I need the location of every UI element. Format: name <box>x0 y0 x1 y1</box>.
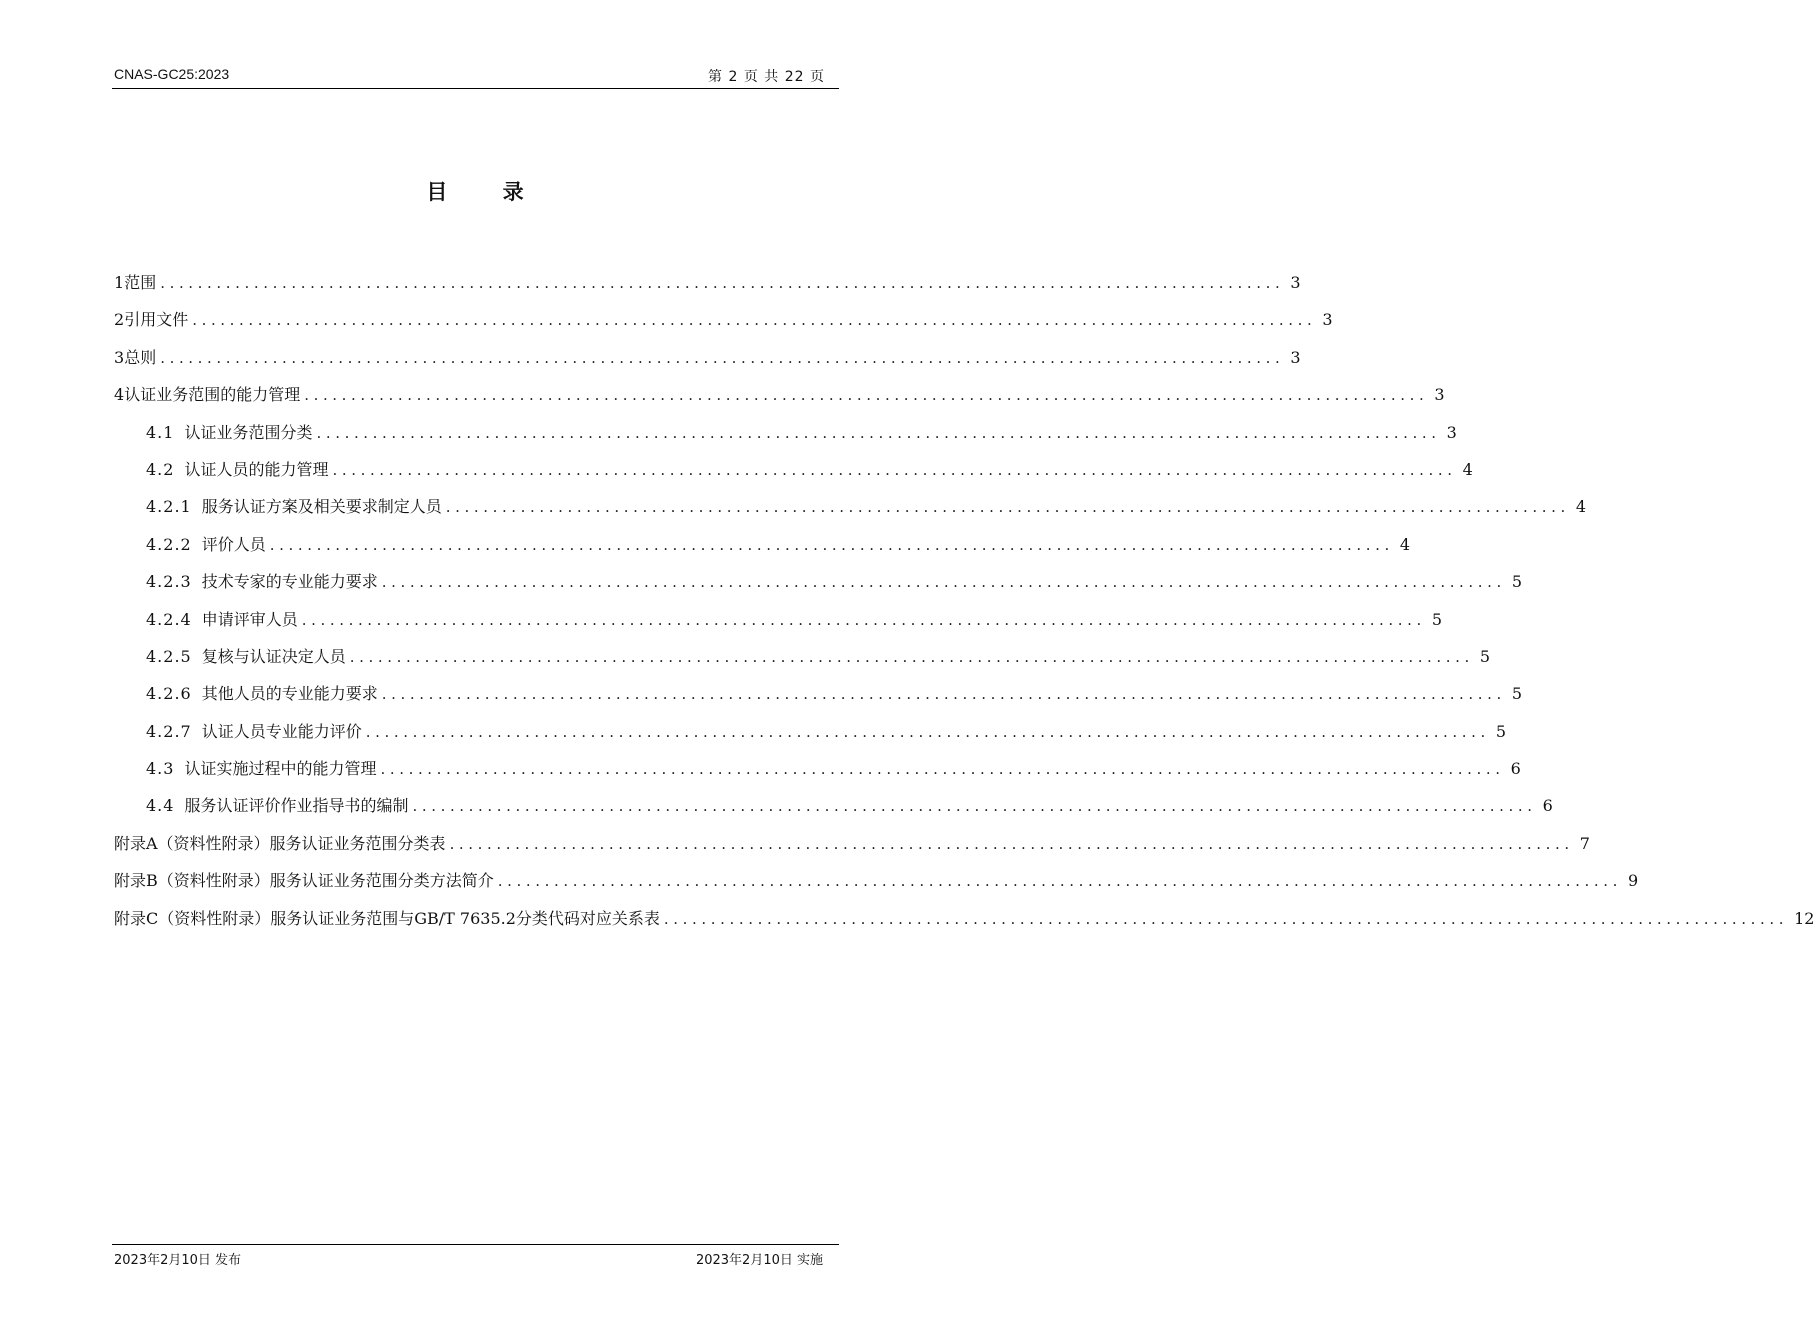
page-indicator: 第 2 页 共 22 页 <box>708 69 825 85</box>
toc-entry-label: 认证人员专业能力评价 <box>201 721 362 741</box>
toc-entry-number: 4 <box>114 385 125 405</box>
toc-entry[interactable] <box>114 868 1639 905</box>
page-header <box>112 66 839 89</box>
toc-entry[interactable] <box>114 270 1301 307</box>
toc-leader-dots: ........................................................................................................................ <box>663 909 1789 928</box>
toc-leader-dots: ........................................................................................................................ <box>269 535 1394 554</box>
toc-leader-dots: ........................................................................................................................ <box>304 386 1429 405</box>
toc-entry-page: 9 <box>1627 871 1639 891</box>
toc-entry-label: 附录C（资料性附录）服务认证业务范围与GB/T 7635.2分类代码对应关系表 <box>114 908 660 928</box>
toc-leader-dots: ........................................................................................................................ <box>301 610 1426 629</box>
toc-entry-number: 4.2.4 <box>146 609 192 629</box>
toc-entry-page: 7 <box>1579 833 1590 853</box>
toc-entry-label: 认证人员的能力管理 <box>184 459 329 479</box>
toc-leader-dots: ........................................................................................................................ <box>381 685 1506 704</box>
toc-entry-page: 3 <box>1290 273 1301 292</box>
toc-entry-label: 附录A（资料性附录）服务认证业务范围分类表 <box>114 833 446 853</box>
toc-entry-page: 3 <box>1434 385 1445 405</box>
toc-entry-number: 1 <box>114 273 125 292</box>
toc-entry[interactable] <box>114 569 1523 606</box>
toc-entry-page: 3 <box>1290 347 1301 367</box>
toc-entry-page: 4 <box>1575 497 1587 517</box>
toc-entry-number: 4.2.2 <box>146 534 192 554</box>
toc-leader-dots: ........................................................................................................................ <box>365 722 1490 741</box>
toc-entry-page: 12 <box>1794 908 1814 928</box>
toc-entry-number: 4.3 <box>146 759 175 779</box>
toc-entry-number: 2 <box>114 310 125 330</box>
toc-entry[interactable] <box>114 494 1587 531</box>
table-of-contents <box>114 270 1814 943</box>
page-footer <box>112 1244 839 1269</box>
toc-entry-number: 4.2 <box>146 459 175 479</box>
implementation-date: 2023年2月10日 实施 <box>695 1253 823 1268</box>
toc-entry-label: 附录B（资料性附录）服务认证业务范围分类方法简介 <box>114 871 494 891</box>
toc-leader-dots: ........................................................................................................................ <box>445 498 1570 517</box>
toc-entry-label: 总则 <box>124 347 157 367</box>
toc-entry-page: 6 <box>1510 759 1521 779</box>
toc-entry-number: 4.4 <box>146 796 175 816</box>
toc-leader-dots: ........................................................................................................................ <box>380 760 1505 779</box>
toc-entry-label: 认证业务范围分类 <box>184 422 313 442</box>
toc-entry-number: 4.1 <box>146 422 175 442</box>
toc-entry[interactable] <box>114 607 1443 644</box>
toc-entry[interactable] <box>114 831 1590 868</box>
toc-entry[interactable] <box>114 681 1523 718</box>
toc-entry[interactable] <box>114 793 1553 830</box>
toc-entry-page: 5 <box>1431 609 1443 629</box>
toc-entry-label: 技术专家的专业能力要求 <box>201 572 378 592</box>
toc-entry-label: 评价人员 <box>201 534 266 554</box>
toc-entry[interactable] <box>114 382 1445 419</box>
toc-leader-dots: ........................................................................................................................ <box>412 797 1537 816</box>
publish-date: 2023年2月10日 发布 <box>114 1253 242 1268</box>
toc-entry-number: 4.2.3 <box>146 572 192 592</box>
toc-entry-label: 复核与认证决定人员 <box>201 646 346 666</box>
toc-entry-page: 5 <box>1511 684 1523 704</box>
toc-leader-dots: ........................................................................................................................ <box>349 647 1474 666</box>
toc-entry-label: 认证业务范围的能力管理 <box>124 385 301 405</box>
toc-leader-dots: ........................................................................................................................ <box>332 460 1457 479</box>
toc-entry-label: 申请评审人员 <box>201 609 298 629</box>
toc-entry[interactable] <box>114 756 1521 793</box>
toc-title: 目 录 <box>426 180 548 204</box>
toc-entry-label: 范围 <box>124 273 157 292</box>
toc-entry[interactable] <box>114 532 1411 569</box>
toc-leader-dots: ........................................................................................................................ <box>316 423 1441 442</box>
toc-entry-label: 其他人员的专业能力要求 <box>201 684 378 704</box>
toc-leader-dots: ........................................................................................................................ <box>160 348 1285 367</box>
document-code: CNAS-GC25:2023 <box>114 66 230 82</box>
toc-entry-number: 4.2.6 <box>146 684 192 704</box>
toc-entry-page: 3 <box>1446 422 1457 442</box>
toc-entry-label: 服务认证评价作业指导书的编制 <box>184 796 409 816</box>
toc-entry-page: 5 <box>1511 572 1523 592</box>
toc-entry-number: 4.2.1 <box>146 497 192 517</box>
toc-leader-dots: ........................................................................................................................ <box>192 311 1317 330</box>
toc-entry-page: 3 <box>1322 310 1333 330</box>
toc-entry[interactable] <box>114 457 1473 494</box>
toc-entry-page: 4 <box>1399 534 1411 554</box>
toc-entry-number: 3 <box>114 347 125 367</box>
toc-entry-number: 4.2.5 <box>146 646 192 666</box>
toc-entry[interactable] <box>114 644 1491 681</box>
toc-entry-page: 4 <box>1462 459 1473 479</box>
toc-leader-dots: ........................................................................................................................ <box>449 834 1574 853</box>
toc-entry-page: 6 <box>1542 796 1553 816</box>
toc-entry-label: 认证实施过程中的能力管理 <box>184 759 377 779</box>
toc-entry-label: 服务认证方案及相关要求制定人员 <box>201 497 442 517</box>
toc-entry-number: 4.2.7 <box>146 721 192 741</box>
toc-leader-dots: ........................................................................................................................ <box>381 573 1506 592</box>
toc-entry[interactable] <box>114 307 1333 344</box>
toc-entry-page: 5 <box>1479 646 1491 666</box>
toc-entry[interactable] <box>114 345 1301 382</box>
toc-entry-page: 5 <box>1495 721 1507 741</box>
toc-entry-label: 引用文件 <box>124 310 189 330</box>
toc-entry[interactable] <box>114 420 1457 457</box>
toc-leader-dots: ........................................................................................................................ <box>160 274 1285 292</box>
toc-leader-dots: ........................................................................................................................ <box>497 872 1622 891</box>
toc-entry[interactable] <box>114 906 1814 943</box>
toc-entry[interactable] <box>114 719 1507 756</box>
